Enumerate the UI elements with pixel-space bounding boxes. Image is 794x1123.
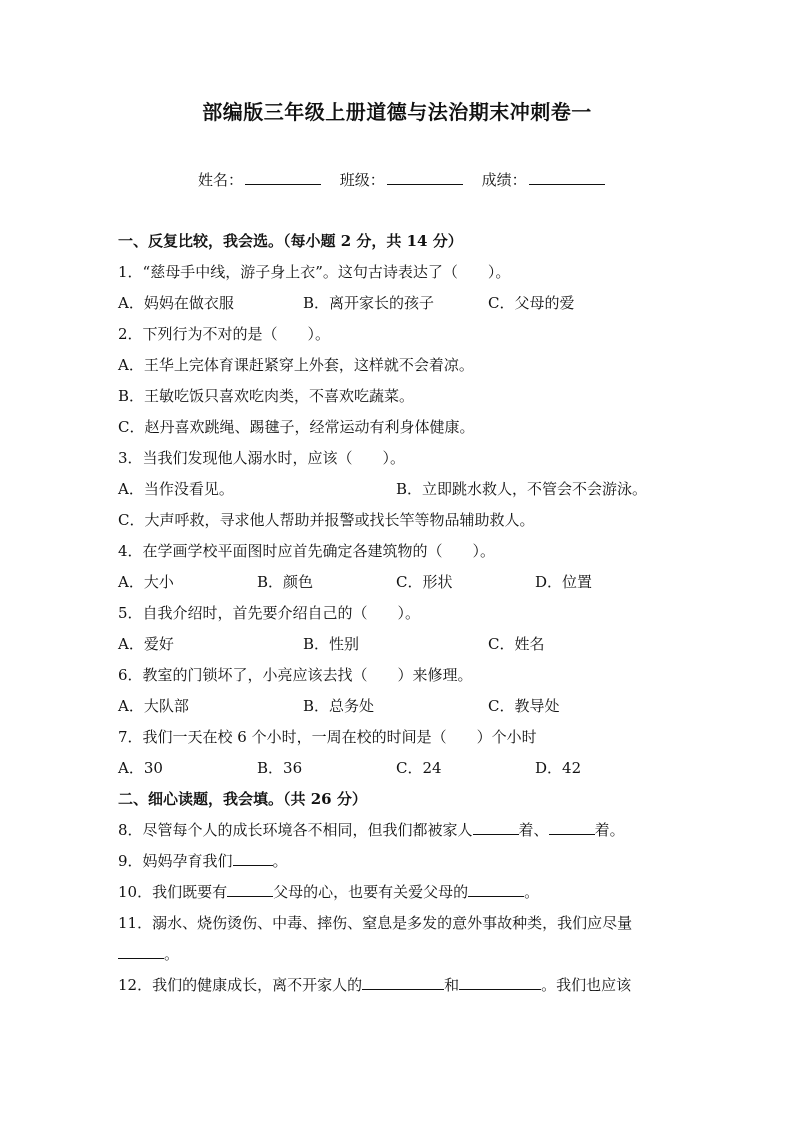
section1-heading: 一、反复比较，我会选。（每小题 2 分，共 14 分）: [118, 232, 463, 250]
class-field: [340, 169, 463, 190]
q10-blank-1[interactable]: [227, 882, 273, 897]
question-11: [118, 912, 678, 943]
name-label: 姓名：: [198, 171, 244, 189]
question-12: [118, 974, 678, 1005]
question-4: 4．在学画学校平面图时应首先确定各建筑物的（ ）。: [118, 542, 496, 560]
q3-option-c[interactable]: C．大声呼救，寻求他人帮助并报警或找长竿等物品辅助救人。: [118, 511, 535, 529]
class-label: 班级：: [339, 171, 385, 189]
q9-text-1: 9．妈妈孕育我们: [118, 852, 233, 870]
q7-option-b[interactable]: B．36: [257, 759, 303, 777]
question-6: 6．教室的门锁坏了，小亮应该去找（ ）来修理。: [118, 666, 473, 684]
q12-blank-2[interactable]: [459, 975, 541, 990]
question-5: 5．自我介绍时，首先要介绍自己的（ ）。: [118, 604, 421, 622]
q10-text-3: 。: [524, 883, 540, 901]
name-field: [198, 169, 321, 190]
q2-option-b[interactable]: B．王敏吃饭只喜欢吃肉类，不喜欢吃蔬菜。: [118, 387, 415, 405]
q2-option-c[interactable]: C．赵丹喜欢跳绳、踢毽子，经常运动有利身体健康。: [118, 418, 475, 436]
q5-option-a[interactable]: A．爱好: [118, 635, 174, 653]
q4-option-d[interactable]: D．位置: [535, 573, 593, 591]
q4-options: [118, 571, 678, 602]
question-8: [118, 819, 678, 850]
question-7: 7．我们一天在校 6 个小时，一周在校的时间是（ ）个小时: [118, 728, 537, 746]
q1-options: [118, 292, 678, 323]
q8-text-1: 8．尽管每个人的成长环境各不相同，但我们都被家人: [118, 821, 473, 839]
class-blank[interactable]: [387, 171, 463, 185]
q3-option-b[interactable]: B．立即跳水救人，不管会不会游泳。: [396, 480, 648, 498]
q5-options: [118, 633, 678, 664]
q8-text-2: 着、: [518, 821, 549, 839]
q11-blank-1[interactable]: [118, 944, 164, 959]
section2-heading: 二、细心读题，我会填。（共 26 分）: [118, 790, 367, 808]
name-blank[interactable]: [245, 171, 321, 185]
page-title: 部编版三年级上册道德与法治期末冲刺卷一: [202, 100, 592, 124]
question-9: [118, 850, 678, 881]
q6-option-b[interactable]: B．总务处: [303, 697, 375, 715]
score-label: 成绩：: [481, 171, 527, 189]
q6-options: [118, 695, 678, 726]
q5-option-b[interactable]: B．性别: [303, 635, 360, 653]
question-1: 1．“慈母手中线，游子身上衣”。这句古诗表达了（ ）。: [118, 263, 511, 281]
exam-content: [118, 230, 678, 1005]
question-3: 3．当我们发现他人溺水时，应该（ ）。: [118, 449, 406, 467]
q10-text-2: 父母的心，也要有关爱父母的: [273, 883, 469, 901]
q12-text-1: 12．我们的健康成长，离不开家人的: [118, 976, 363, 994]
q1-option-a[interactable]: A．妈妈在做衣服: [118, 294, 234, 312]
q9-text-2: 。: [272, 852, 288, 870]
q7-option-a[interactable]: A．30: [118, 759, 163, 777]
score-field: [482, 169, 605, 190]
student-info: [198, 169, 619, 190]
q8-text-3: 着。: [594, 821, 625, 839]
score-blank[interactable]: [529, 171, 605, 185]
q1-option-c[interactable]: C．父母的爱: [488, 294, 575, 312]
question-11-cont: [118, 943, 678, 974]
q10-text-1: 10．我们既要有: [118, 883, 228, 901]
q8-blank-2[interactable]: [549, 820, 595, 835]
q3-option-a[interactable]: A．当作没看见。: [118, 480, 234, 498]
q7-option-d[interactable]: D．42: [535, 759, 582, 777]
q4-option-c[interactable]: C．形状: [396, 573, 453, 591]
q8-blank-1[interactable]: [473, 820, 519, 835]
question-2: 2．下列行为不对的是（ ）。: [118, 325, 331, 343]
q2-option-a[interactable]: A．王华上完体育课赶紧穿上外套，这样就不会着凉。: [118, 356, 474, 374]
q9-blank-1[interactable]: [233, 851, 273, 866]
q12-blank-1[interactable]: [362, 975, 444, 990]
q11-text-2: 。: [164, 945, 180, 963]
q12-text-3: 。我们也应该: [541, 976, 632, 994]
question-10: [118, 881, 678, 912]
q11-text-1: 11．溺水、烧伤烫伤、中毒、摔伤、窒息是多发的意外事故种类，我们应尽量: [118, 914, 633, 932]
q10-blank-2[interactable]: [468, 882, 524, 897]
q6-option-c[interactable]: C．教导处: [488, 697, 560, 715]
q7-option-c[interactable]: C．24: [396, 759, 442, 777]
q6-option-a[interactable]: A．大队部: [118, 697, 189, 715]
q4-option-a[interactable]: A．大小: [118, 573, 174, 591]
q1-option-b[interactable]: B．离开家长的孩子: [303, 294, 435, 312]
q4-option-b[interactable]: B．颜色: [257, 573, 314, 591]
q7-options: [118, 757, 678, 788]
q12-text-2: 和: [444, 976, 460, 994]
q3-options: [118, 478, 678, 509]
q5-option-c[interactable]: C．姓名: [488, 635, 545, 653]
